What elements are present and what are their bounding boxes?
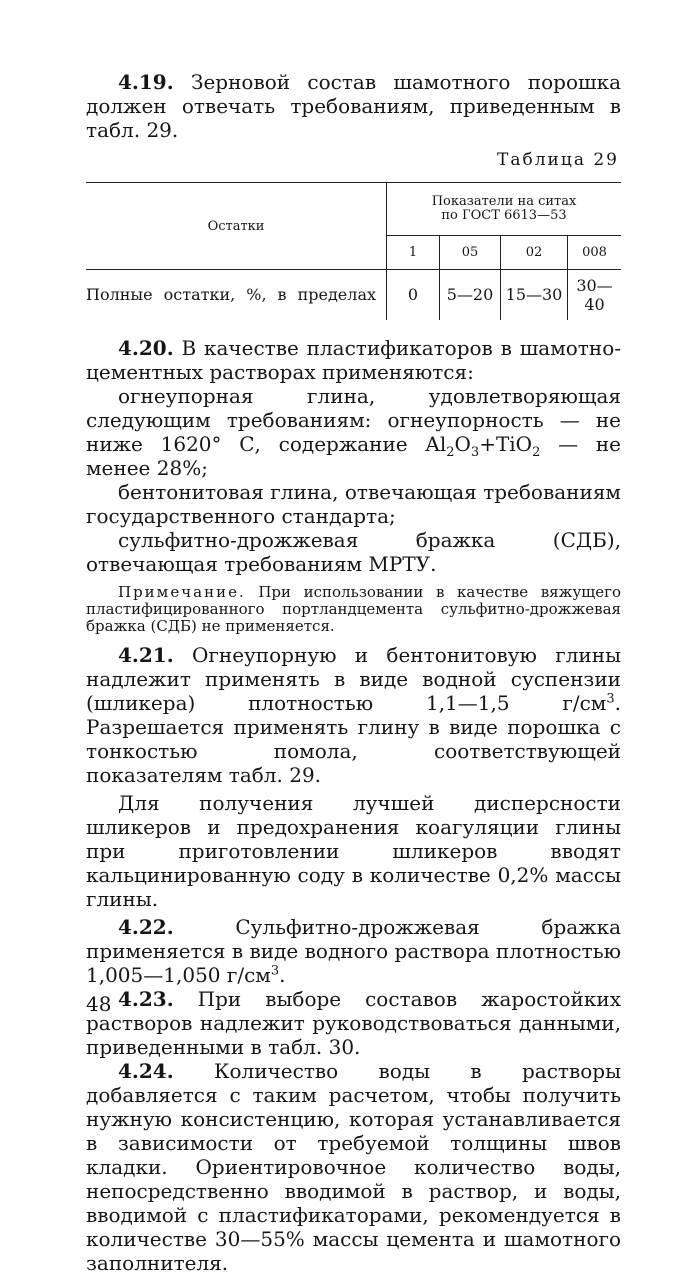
sieve-header-008: 008	[568, 236, 622, 270]
sieve-header-1: 1	[387, 236, 440, 270]
page-number: 48	[86, 992, 112, 1016]
section-number: 4.19.	[118, 70, 174, 94]
table-cell: 5—20	[440, 270, 501, 320]
note-label: Примечание.	[118, 582, 246, 601]
paragraph-text: При выборе составов жаростойких растворов надлежит руководствоваться данными, приведенными в табл. 30.	[86, 986, 621, 1059]
column-header-residues: Остатки	[86, 183, 387, 270]
section-number: 4.22.	[118, 914, 174, 939]
section-number: 4.20.	[118, 335, 174, 360]
paragraph-4-24	[86, 1059, 621, 1275]
paragraph-text: Зерновой состав шамотного порошка должен отвечать требованиям, приведенным в табл. 29.	[86, 70, 622, 142]
paragraph-4-23	[86, 987, 621, 1059]
table-29	[86, 182, 621, 320]
section-number: 4.24.	[118, 1058, 174, 1083]
row-label: Полные остатки, %, в пределах	[86, 270, 387, 320]
note-text: При использовании в качестве вяжущего пластифицированного портландцемента сульфитно-дрожжевая бражка (СДБ) не применяется.	[86, 582, 621, 635]
paragraph-text: Количество воды в растворы добавляется с таким расчетом, чтобы получить нужную консистенцию, которая устанавливается в зависимости от требуемой толщины швов кладки. Ориентировочное количество воды, непосредственно вводимой в раствор, и воды, вводимой с пластификаторами, рекомендуется в количестве 30—55% массы цемента и шамотного заполнителя.	[86, 1058, 622, 1275]
column-header-sieves: Показатели на ситах по ГОСТ 6613—53	[387, 183, 622, 236]
paragraph-4-19	[86, 70, 621, 142]
list-item: огнеупорная глина, удовлетворяющая следующим требованиям: огнеупорность — не ниже 1620° С, содержание $Al_2O_3+TiO_2$ — не менее 28%;	[86, 383, 621, 480]
section-number: 4.21.	[118, 642, 174, 667]
page-body	[86, 70, 621, 1275]
sieve-header-02: 02	[501, 236, 568, 270]
paragraph-text: Для получения лучшей дисперсности шликеров и предохранения коагуляции глины при приготовлении шликеров вводят кальцинированную соду в количестве 0,2% массы глины.	[86, 790, 621, 911]
table-cell: 0	[387, 270, 440, 320]
paragraph-4-21: 4.21. Огнеупорную и бентонитовую глины надлежит применять в виде водной суспензии (шликера) плотностью 1,1—1,5 $г/см^3$. Разрешается применять глину в виде порошка с тонкостью помола, соответствующей показателям табл. 29.	[86, 642, 621, 787]
section-number: 4.23.	[118, 986, 174, 1011]
table-cell: 30—40	[576, 275, 613, 314]
sieve-header-05: 05	[440, 236, 501, 270]
paragraph-4-20	[86, 336, 621, 384]
paragraph-4-22: 4.22. Сульфитно-дрожжевая бражка применяется в виде водного раствора плотностью 1,005—1,050 $г/см^3$.	[86, 914, 621, 987]
table-cell: 15—30	[501, 270, 568, 320]
list-item: сульфитно-дрожжевая бражка (СДБ), отвечающая требованиям МРТУ.	[86, 527, 621, 576]
list-item: бентонитовая глина, отвечающая требованиям государственного стандарта;	[86, 479, 621, 528]
table-caption: Таблица 29	[497, 150, 619, 170]
note	[86, 584, 621, 635]
paragraph-text: В качестве пластификаторов в шамотно-цементных растворах применяются:	[86, 335, 621, 384]
